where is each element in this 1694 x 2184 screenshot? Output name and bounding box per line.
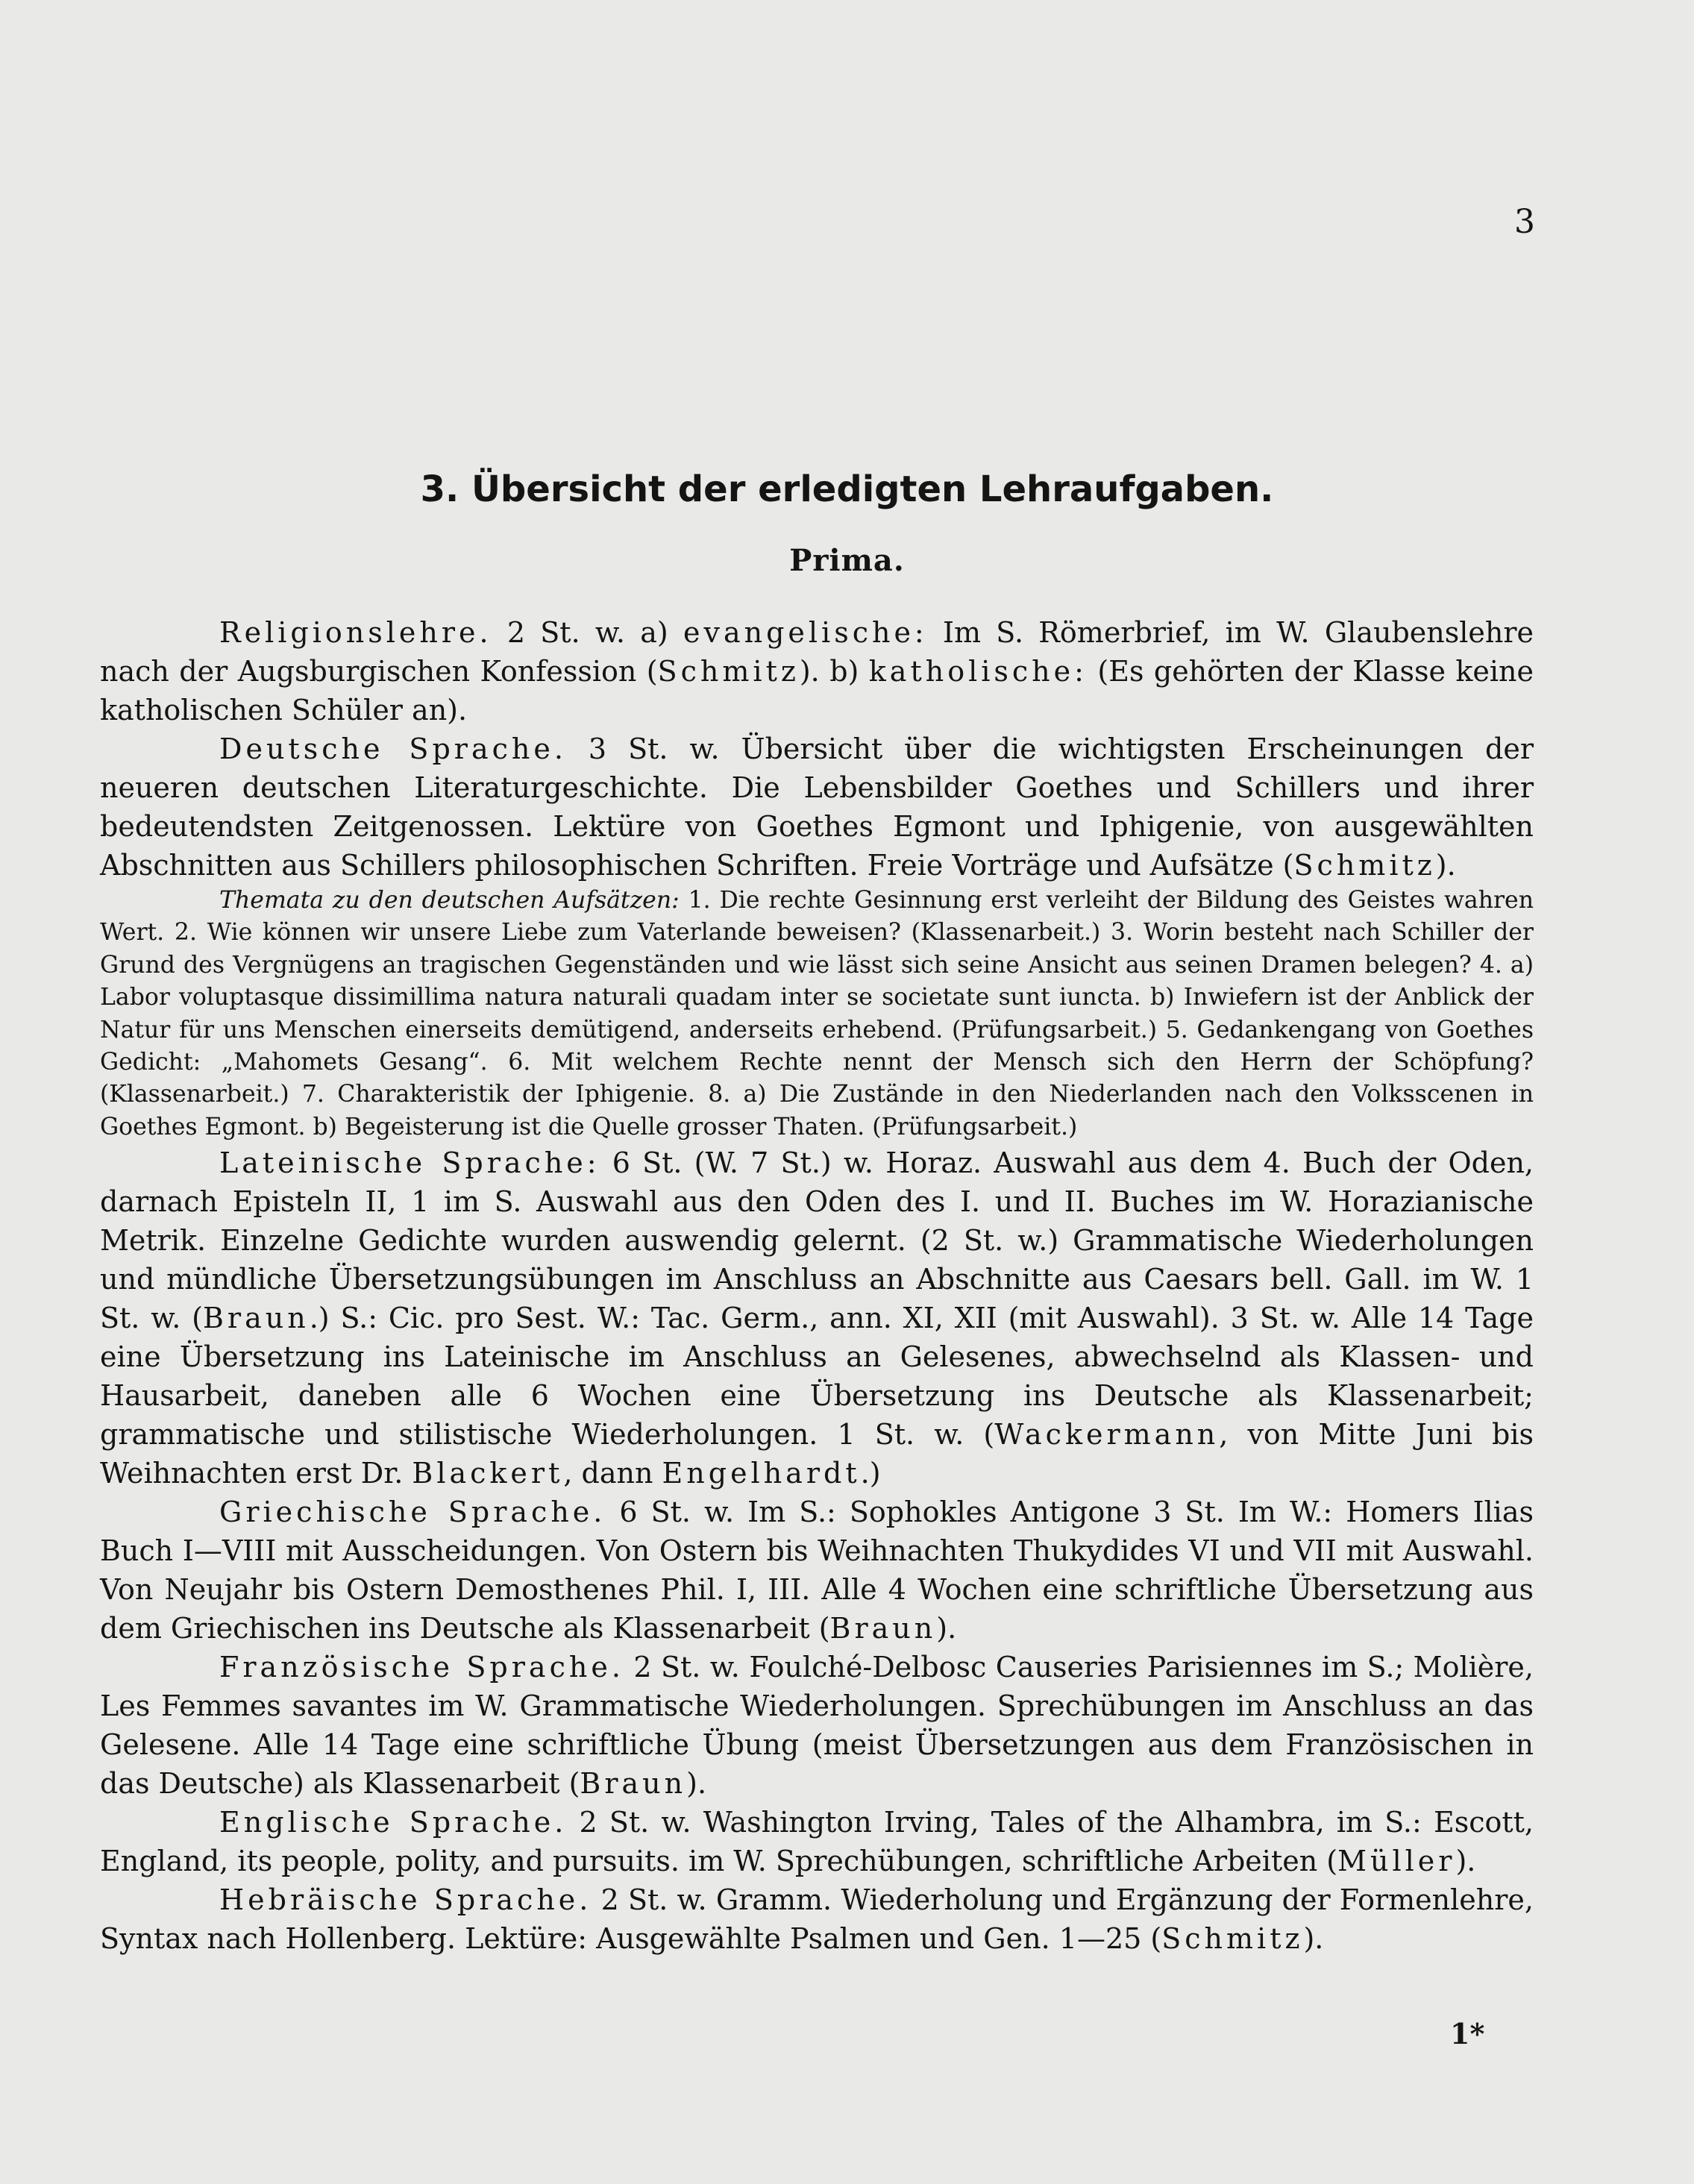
denomination-catholic: katholische:	[868, 655, 1088, 688]
body-text	[100, 613, 1534, 1958]
paragraph-franzoesisch	[100, 1648, 1534, 1803]
paragraph-englisch	[100, 1803, 1534, 1880]
text-segment: 2 St. w. Washington Irving, Tales of the Alhambra, im S.: Escott, England, its people, polity, and pursuits. im W. Sprechübungen, schriftliche Arbeiten (	[100, 1806, 1534, 1878]
text-segment: .) S.: Cic. pro Sest. W.: Tac. Germ., ann. XI, XII (mit Auswahl). 3 St. w. Alle 14 Tage eine Übersetzung ins Lateinische im Anschluss an Gelesenes, abwechselnd als Klassen- und Hausarbeit, daneben alle 6 Wochen eine Übersetzung ins Deutsche als Klassenarbeit; grammatische und stilistische Wiederholungen. 1 St. w. (	[100, 1302, 1534, 1452]
subject-latein: Lateinische Sprache:	[219, 1146, 600, 1180]
paragraph-latein	[100, 1143, 1534, 1493]
subject-hebraeisch: Hebräische Sprache.	[219, 1883, 592, 1917]
paragraph-themata	[100, 885, 1534, 1143]
text-segment: (Es gehörten der Klasse keine katholischen Schüler an).	[100, 655, 1534, 727]
teacher-name: Braun	[580, 1767, 687, 1801]
paragraph-deutsch	[100, 729, 1534, 885]
teacher-name: Engelhardt	[662, 1457, 861, 1490]
text-segment: ). b)	[799, 655, 869, 688]
text-segment: 6 St. (W. 7 St.) w. Horaz. Auswahl aus dem 4. Buch der Oden, darnach Episteln II, 1 im S. Auswahl aus den Oden des I. und II. Buches im W. Horazianische Metrik. Einzelne Gedichte wurden auswendig gelernt. (2 St. w.) Grammatische Wiederholungen und mündliche Übersetzungsübungen im Anschluss an Abschnitte aus Caesars bell. Gall. im W. 1 St. w. (	[100, 1146, 1534, 1335]
text-segment: .)	[860, 1457, 881, 1490]
text-segment: ).	[936, 1612, 957, 1645]
page-number: 3	[1514, 203, 1535, 241]
text-segment: 2 St. w. Gramm. Wiederholung und Ergänzung der Formenlehre, Syntax nach Hollenberg. Lektüre: Ausgewählte Psalmen und Gen. 1—25 (	[100, 1883, 1534, 1956]
text-segment: 2 St. w. Foulché-Delbosc Causeries Parisiennes im S.; Molière, Les Femmes savantes im W. Grammatische Wiederholungen. Sprechübungen im Anschluss an das Gelesene. Alle 14 Tage eine schriftliche Übung (meist Übersetzungen aus dem Französischen in das Deutsche) als Klassenarbeit (	[100, 1651, 1534, 1801]
themata-label: Themata zu den deutschen Aufsätzen:	[219, 887, 680, 914]
text-segment: 3 St. w. Übersicht über die wichtigsten Erscheinungen der neueren deutschen Literaturgeschichte. Die Lebensbilder Goethes und Schillers und ihrer bedeutendsten Zeitgenossen. Lektüre von Goethes Egmont und Iphigenie, von ausgewählten Abschnitten aus Schillers philosophischen Schriften. Freie Vorträge und Aufsätze (	[100, 732, 1534, 882]
teacher-name: Müller	[1337, 1845, 1456, 1878]
text-segment: 6 St. w. Im S.: Sophokles Antigone 3 St. Im W.: Homers Ilias Buch I—VIII mit Ausscheidungen. Von Ostern bis Weihnachten Thukydides VI und VII mit Auswahl. Von Neujahr bis Ostern Demosthenes Phil. I, III. Alle 4 Wochen eine schriftliche Übersetzung aus dem Griechischen ins Deutsche als Klassenarbeit (	[100, 1496, 1534, 1645]
subject-religion: Religionslehre.	[219, 616, 492, 649]
text-segment: ).	[1455, 1845, 1476, 1878]
class-heading: Prima.	[789, 543, 905, 578]
subject-englisch: Englische Sprache.	[219, 1806, 568, 1839]
teacher-name: Braun	[829, 1612, 937, 1645]
text-segment: ).	[686, 1767, 707, 1801]
text-segment: Im S. Römerbrief, im W. Glaubenslehre nach der Augsburgischen Konfession (	[100, 616, 1534, 688]
text-segment: ).	[1303, 1922, 1324, 1956]
teacher-name: Wackermann	[994, 1418, 1220, 1452]
teacher-name: Schmitz	[1293, 849, 1436, 882]
teacher-name: Blackert	[412, 1457, 564, 1490]
paragraph-hebraeisch	[100, 1880, 1534, 1958]
paragraph-religion	[100, 613, 1534, 729]
text-segment: 2 St. w. a)	[492, 616, 683, 649]
signature-mark: 1*	[1450, 2017, 1485, 2050]
subject-griechisch: Griechische Sprache.	[219, 1496, 606, 1529]
denomination-evangelical: evangelische:	[683, 616, 928, 649]
text-segment: ).	[1435, 849, 1456, 882]
text-segment: , dann	[563, 1457, 662, 1490]
section-heading: 3. Übersicht der erledigten Lehraufgaben.	[420, 468, 1274, 510]
themata-text: 1. Die rechte Gesinnung erst verleiht der Bildung des Geistes wahren Wert. 2. Wie können wir unsere Liebe zum Vaterlande beweisen? (Klassenarbeit.) 3. Worin besteht nach Schiller der Grund des Vergnügens an tragischen Gegenständen und wie lässt sich seine Ansicht aus seinen Dramen belegen? 4. a) Labor voluptasque dissimillima natura naturali quadam inter se societate sunt iuncta. b) Inwiefern ist der Anblick der Natur für uns Menschen einerseits demütigend, anderseits erhebend. (Prüfungsarbeit.) 5. Gedankengang von Goethes Gedicht: „Mahomets Gesang“. 6. Mit welchem Rechte nennt der Mensch sich den Herrn der Schöpfung? (Klassenarbeit.) 7. Charakteristik der Iphigenie. 8. a) Die Zustände in den Niederlanden nach den Volksscenen in Goethes Egmont. b) Begeisterung ist die Quelle grosser Thaten. (Prüfungsarbeit.)	[100, 887, 1534, 1140]
teacher-name: Schmitz	[1161, 1922, 1304, 1956]
teacher-name: Braun	[203, 1302, 310, 1335]
subject-deutsch: Deutsche Sprache.	[219, 732, 567, 765]
subject-franzoesisch: Französische Sprache.	[219, 1651, 624, 1684]
teacher-name: Schmitz	[657, 655, 800, 688]
paragraph-griechisch	[100, 1493, 1534, 1648]
text-segment: , von Mitte Juni bis Weihnachten erst Dr.	[100, 1418, 1534, 1490]
